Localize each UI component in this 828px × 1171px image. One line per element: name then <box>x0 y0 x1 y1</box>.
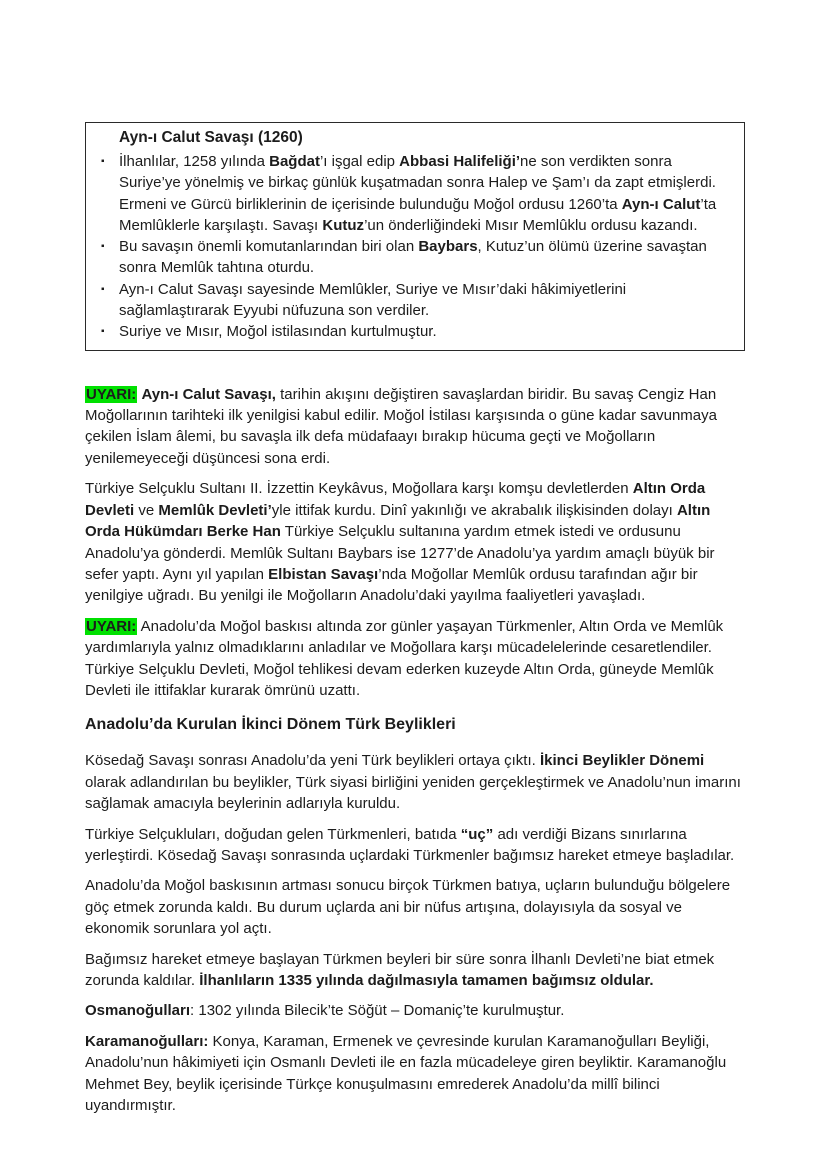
uyari-note-paragraph <box>85 384 747 470</box>
text-run: İlhanlıların 1335 yılında dağılmasıyla tamamen bağımsız oldular. <box>199 972 654 990</box>
text-run: Ayn-ı Calut Savaşı, <box>141 385 276 403</box>
bullet-square-icon: ▪ <box>101 283 105 295</box>
text-run: Kösedağ Savaşı sonrası Anadolu’da yeni Türk beylikleri ortaya çıktı. <box>85 752 540 770</box>
bullet-square-icon: ▪ <box>101 241 105 253</box>
battle-summary-box <box>85 122 745 351</box>
text-run: : 1302 yılında Bilecik’te Söğüt – Domaniç’te kurulmuştur. <box>190 1002 565 1020</box>
text-run: “uç” <box>460 825 494 843</box>
bullet-square-icon: ▪ <box>101 326 105 338</box>
text-run: Anadolu’da Moğol baskısının artması sonucu birçok Türkmen batıya, uçların bulunduğu bölgelere göç etmek zorunda kaldı. Bu durum uçlarda ani bir nüfus artışına, dolayısıyla da sosyal ve ekonomik sorunlara yol açtı. <box>85 877 731 938</box>
text-run: Bağdat <box>269 153 320 170</box>
paragraph <box>85 1000 747 1021</box>
paragraph <box>85 1031 747 1117</box>
paragraph <box>85 478 747 606</box>
text-run: Anadolu’da Moğol baskısı altında zor günler yaşayan Türkmenler, Altın Orda ve Memlûk yardımlarıyla yalnız olmadıklarını anladılar ve Moğollara karşı mücadelelerinde cesaretlendiler. Türkiye Selçuklu Devleti, Moğol tehlikesi devam ederken kuzeyde Altın Orda, güneyde Memlûk Devleti ile ittifaklar kurarak ömrünü uzattı. <box>85 617 724 699</box>
bullet-item <box>86 151 732 236</box>
text-run: Bu savaşın önemli komutanlarından biri olan <box>119 238 419 256</box>
text-run: olarak adlandırılan bu beylikler, Türk siyasi birliğini yeniden gerçekleştirmek ve Anadolu’nun imarını sağlamak amacıyla beylerinin adlarıyla kuruldu. <box>85 773 741 813</box>
text-run: Elbistan Savaşı <box>268 565 379 583</box>
bullet-item <box>86 279 732 322</box>
text-run: İlhanlılar, 1258 yılında <box>119 153 270 170</box>
text-run: Memlûk Devleti’ <box>158 501 272 519</box>
paragraph <box>85 949 747 992</box>
text-run: Osmanoğulları <box>85 1002 191 1020</box>
text-run: , Kutuz’un ölümü üzerine savaştan sonra Memlûk tahtına oturdu. <box>119 238 707 277</box>
box-bullet-list <box>86 151 732 343</box>
text-run: yle ittifak kurdu. Dinî yakınlığı ve akrabalık ilişkisinden dolayı <box>271 501 677 519</box>
bullet-item <box>86 236 732 279</box>
text-run: adı verdiği Bizans sınırlarına yerleştirdi. Kösedağ Savaşı sonrasında uçlardaki Türkmenler bağımsız hareket etmeye başladılar. <box>85 825 735 864</box>
text-run: Abbasi Halifeliği’ <box>399 153 521 170</box>
uyari-highlight-label: UYARI: <box>86 385 137 403</box>
bullet-square-icon: ▪ <box>101 156 105 167</box>
text-run: Türkiye Selçuklu sultanına yardım etmek istedi ve ordusunu Anadolu’ya gönderdi. Memlûk Sultanı Baybars ise 1277’de Anadolu’ya yardım amaçlı büyük bir sefer yaptı. Aynı yıl yapılan <box>85 523 715 583</box>
text-run: Altın Orda Devleti <box>85 480 706 519</box>
uyari-highlight-label: UYARI: <box>86 617 137 635</box>
section-heading: Anadolu’da Kurulan İkinci Dönem Türk Beylikleri <box>85 716 456 734</box>
document-body <box>85 384 745 1117</box>
text-run: Baybars <box>418 238 478 256</box>
text-run: İkinci Beylikler Dönemi <box>539 752 705 770</box>
bullet-item <box>86 321 732 342</box>
paragraph <box>85 875 747 939</box>
text-run: ’un önderliğindeki Mısır Memlûklu ordusu kazandı. <box>364 216 698 234</box>
text-run: Karamanoğulları: <box>85 1032 209 1050</box>
text-run: Altın Orda Hükümdarı Berke Han <box>85 501 711 541</box>
text-run: ’nda Moğollar Memlûk ordusu tarafından ağır bir yenilgiye uğradı. Bu yenilgi ile Moğolların Anadolu’daki yayılma faaliyetleri yavaşladı. <box>85 565 698 605</box>
text-run: Kutuz <box>322 216 365 234</box>
text-run: ve <box>134 501 159 519</box>
text-run: ’ı işgal edip <box>319 153 400 170</box>
paragraph <box>85 750 747 814</box>
box-title: Ayn-ı Calut Savaşı (1260) <box>119 129 303 146</box>
text-run: Ayn-ı Calut Savaşı sayesinde Memlûkler, Suriye ve Mısır’daki hâkimiyetlerini sağlamlaştırarak Eyyubi nüfuzuna son verdiler. <box>119 280 627 320</box>
text-run: Konya, Karaman, Ermenek ve çevresinde kurulan Karamanoğulları Beyliği, Anadolu’nun hâkimiyeti için Osmanlı Devleti ile en fazla mücadeleye giren beyliktir. Karamanoğlu Mehmet Bey, beylik içerisinde Türkçe konuşulmasını emrederek Anadolu’da millî bilinci uyandırmıştır. <box>85 1032 727 1115</box>
paragraph <box>85 824 747 867</box>
text-run: ne son verdikten sonra Suriye’ye yönelmiş ve birkaç günlük kuşatmadan sonra Halep ve Şam’ı da zapt etmişlerdi. Ermeni ve Gürcü birliklerinin de içerisinde bulunduğu Moğol ordusu 1260’ta <box>119 153 716 213</box>
text-run: Suriye ve Mısır, Moğol istilasından kurtulmuştur. <box>119 323 437 341</box>
text-run: Türkiye Selçuklu Sultanı II. İzzettin Keykâvus, Moğollara karşı komşu devletlerden <box>85 480 633 498</box>
text-run: Bağımsız hareket etmeye başlayan Türkmen beyleri bir süre sonra İlhanlı Devleti’ne biat etmek zorunda kaldılar. <box>85 950 715 990</box>
text-run: tarihin akışını değiştiren savaşlardan biridir. Bu savaş Cengiz Han Moğollarının tarihteki ilk yenilgisi kabul edilir. Moğol İstilası karşısında o güne kadar savunmaya çekilen İslam âlemi, bu savaşla ilk defa müdafaayı bırakıp hücuma geçti ve Moğolların yenilemeyeceği düşüncesi sona erdi. <box>85 385 717 467</box>
text-run: Türkiye Selçukluları, doğudan gelen Türkmenleri, batıda <box>85 825 461 843</box>
uyari-note-paragraph <box>85 616 747 702</box>
text-run: ’ta Memlûklerle karşılaştı. Savaşı <box>119 195 717 234</box>
text-run: Ayn-ı Calut <box>621 195 701 213</box>
